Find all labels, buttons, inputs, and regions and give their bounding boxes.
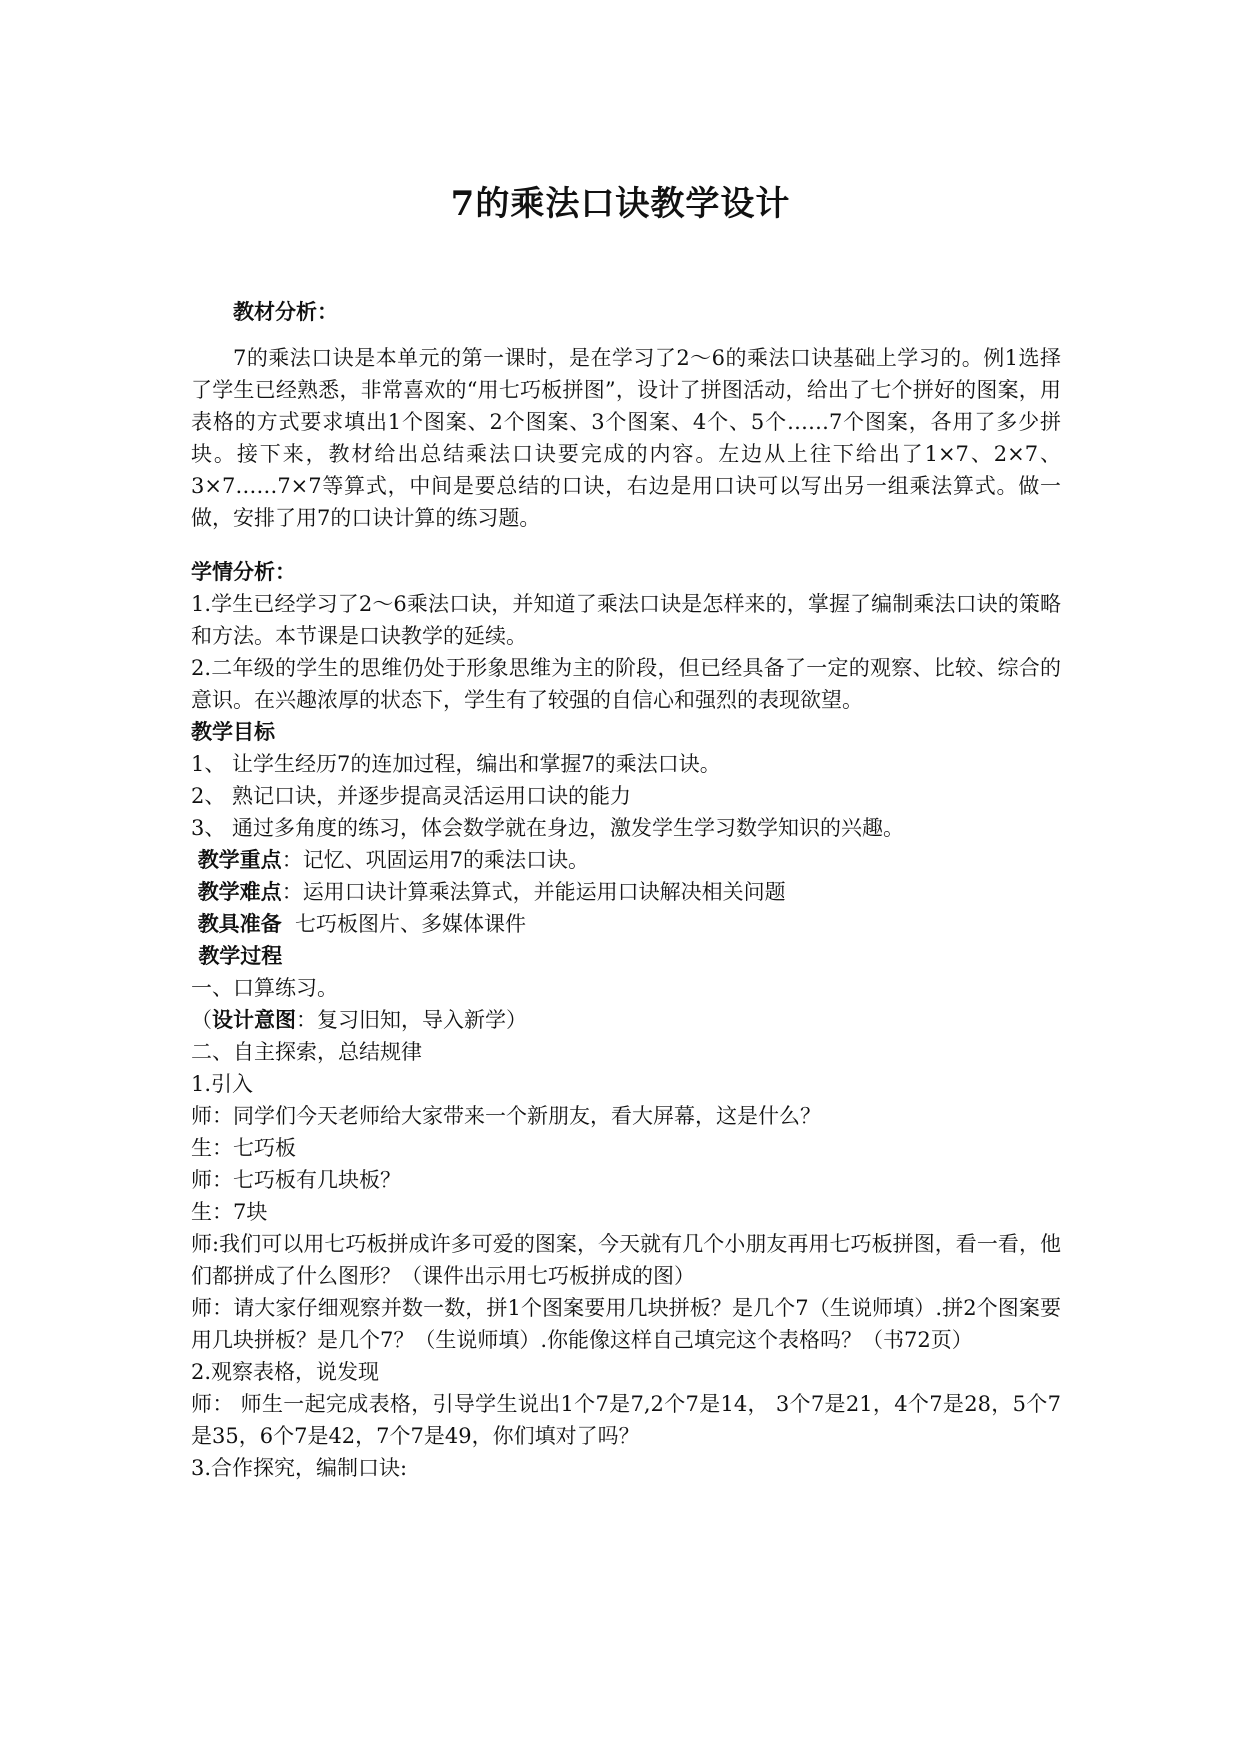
process-heading-text: 教学过程	[198, 943, 283, 968]
difficulty-text: 运用口诀计算乘法算式，并能运用口诀解决相关问题	[302, 880, 786, 904]
document-body	[191, 296, 1061, 1484]
dialog-line: 生：七巧板	[191, 1136, 296, 1160]
design-intent-open: （	[191, 1008, 212, 1032]
key-point-separator: ：	[281, 848, 303, 872]
goal-item: 2、 熟记口诀，并逐步提高灵活运用口诀的能力	[191, 784, 632, 808]
design-intent-label: 设计意图	[212, 1007, 296, 1032]
goal-item: 1、 让学生经历7的连加过程，编出和掌握7的乘法口诀。	[191, 752, 721, 776]
dialog-line: 师：七巧板有几块板？	[191, 1168, 401, 1192]
observe-paragraph: 师： 师生一起完成表格，引导学生说出1个7是7,2个7是14， 3个7是21，4个7是28，5个7是35，6个7是42，7个7是49，你们填对了吗？	[191, 1392, 1061, 1448]
dialog-line: 师：同学们今天老师给大家带来一个新朋友，看大屏幕，这是什么？	[191, 1104, 821, 1128]
tools-text: 七巧板图片、多媒体课件	[295, 912, 527, 936]
analysis-paragraph: 7的乘法口诀是本单元的第一课时，是在学习了2～6的乘法口诀基础上学习的。例1选择了学生已经熟悉，非常喜欢的“用七巧板拼图”，设计了拼图活动，给出了七个拼好的图案，用表格的方式要求填出1个图案、2个图案、3个图案、4个、5个……7个图案，各用了多少拼块。接下来，教材给出总结乘法口诀要完成的内容。左边从上往下给出了1×7、2×7、3×7……7×7等算式，中间是要总结的口诀，右边是用口诀可以写出另一组乘法算式。做一做，安排了用7的口诀计算的练习题。	[191, 346, 1061, 530]
dialog-paragraph: 师：请大家仔细观察并数一数，拼1个图案要用几块拼板？是几个7（生说师填）.拼2个图案要用几块拼板？是几个7？（生说师填）.你能像这样自己填完这个表格吗？（书72页）	[191, 1296, 1061, 1352]
dialog-paragraph: 师:我们可以用七巧板拼成许多可爱的图案，今天就有几个小朋友再用七巧板拼图，看一看，他们都拼成了什么图形？（课件出示用七巧板拼成的图）	[191, 1232, 1061, 1288]
dialog-line: 生：7块	[191, 1200, 268, 1224]
process-sub-2: 2.观察表格，说发现	[191, 1360, 380, 1384]
design-intent-line	[191, 1004, 1061, 1036]
tools-line	[191, 908, 1061, 940]
spacer	[191, 328, 1061, 342]
key-point-label: 教学重点	[197, 847, 282, 872]
section-heading-goals: 教学目标	[191, 719, 275, 744]
process-sub-1: 1.引入	[191, 1072, 254, 1096]
difficulty-separator: ：	[281, 880, 303, 904]
key-point-text: 记忆、巩固运用7的乘法口诀。	[302, 848, 590, 872]
students-paragraph-2: 2.二年级的学生的思维仍处于形象思维为主的阶段，但已经具备了一定的观察、比较、综合的意识。在兴趣浓厚的状态下，学生有了较强的自信心和强烈的表现欲望。	[191, 656, 1061, 712]
goal-item: 3、 通过多角度的练习，体会数学就在身边，激发学生学习数学知识的兴趣。	[191, 816, 905, 840]
students-paragraph-1: 1.学生已经学习了2～6乘法口诀，并知道了乘法口诀是怎样来的，掌握了编制乘法口诀的策略和方法。本节课是口诀教学的延续。	[191, 592, 1061, 648]
tools-label: 教具准备	[197, 911, 282, 936]
document-title: 7的乘法口诀教学设计	[450, 184, 791, 224]
spacer	[191, 534, 1061, 556]
section-heading-analysis: 教材分析：	[233, 299, 338, 324]
difficulty-label: 教学难点	[197, 879, 282, 904]
section-heading-students: 学情分析：	[191, 559, 296, 584]
section-heading-process	[191, 940, 1061, 972]
process-step-2: 二、自主探索，总结规律	[191, 1040, 422, 1064]
process-sub-3: 3.合作探究，编制口诀:	[191, 1456, 408, 1480]
design-intent-text: ：复习旧知，导入新学）	[296, 1008, 527, 1032]
difficulty-line	[191, 876, 1061, 908]
process-step-1: 一、口算练习。	[191, 976, 338, 1000]
key-point-line	[191, 844, 1061, 876]
